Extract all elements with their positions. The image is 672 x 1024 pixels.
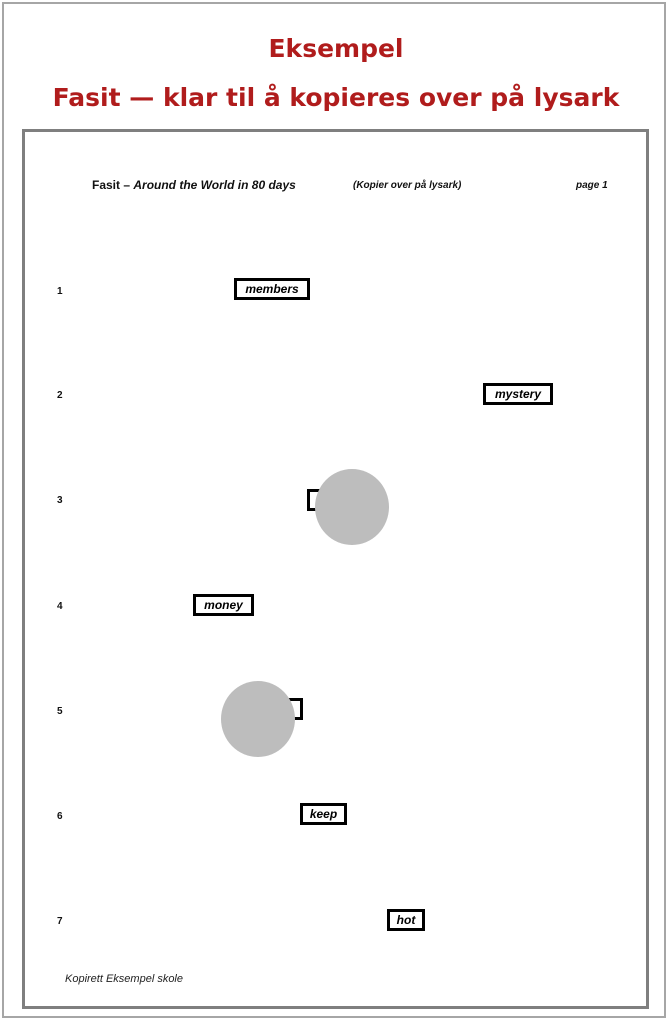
redaction-circle	[315, 469, 389, 545]
row-number: 1	[57, 286, 63, 297]
answer-box: mystery	[483, 383, 553, 405]
sheet-title-work: Around the World in 80 days	[133, 178, 296, 192]
row-number: 4	[57, 601, 63, 612]
redaction-circle	[221, 681, 295, 757]
sheet-title-prefix: Fasit –	[92, 178, 134, 192]
answer-sheet	[22, 129, 649, 1009]
sheet-title	[92, 178, 296, 192]
sheet-note: (Kopier over på lysark)	[353, 180, 462, 191]
row-number: 6	[57, 811, 63, 822]
answer-box: hot	[387, 909, 425, 931]
answer-box: keep	[300, 803, 347, 825]
answer-box: money	[193, 594, 254, 616]
sheet-footer: Kopirett Eksempel skole	[65, 973, 183, 985]
row-number: 5	[57, 706, 63, 717]
sheet-page-label: page 1	[576, 180, 608, 191]
answer-box: members	[234, 278, 310, 300]
row-number: 7	[57, 916, 63, 927]
page-subheading: Fasit — klar til å kopieres over på lysark	[52, 83, 620, 112]
row-number: 3	[57, 495, 63, 506]
row-number: 2	[57, 390, 63, 401]
page-heading: Eksempel	[268, 34, 404, 63]
